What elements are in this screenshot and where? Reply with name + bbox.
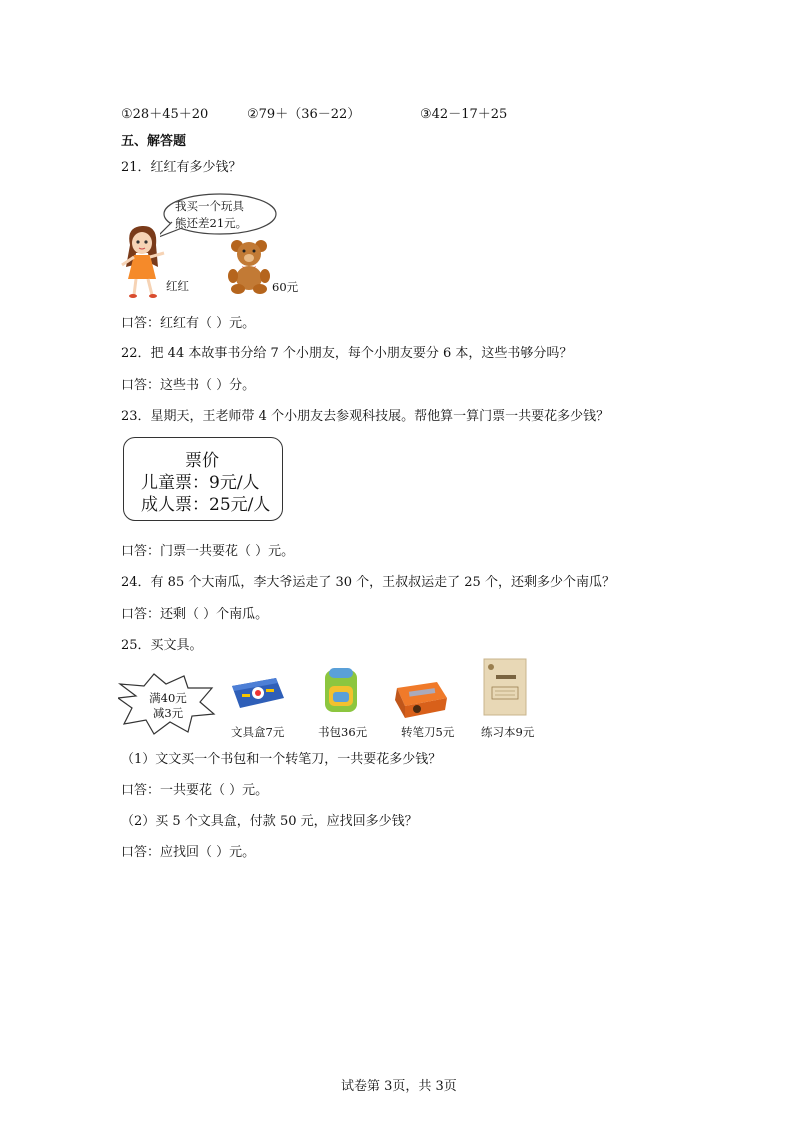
promo-line-2: 减3元	[152, 706, 184, 720]
pencil-sharpener-icon	[391, 676, 449, 720]
q24-question: 24．有 85 个大南瓜，李大爷运走了 30 个，王叔叔运走了 25 个，还剩多少个南瓜？	[121, 575, 615, 590]
bubble-line-1: 我买一个玩具	[175, 199, 244, 213]
item-label-sharpener: 转笔刀5元	[401, 725, 455, 739]
promo-line-1: 满40元	[149, 691, 187, 705]
calc-item-2: ②79＋（36－22）	[247, 107, 361, 122]
q21-question: 21．红红有多少钱？	[121, 160, 242, 175]
girl-illustration	[120, 223, 168, 299]
item-label-backpack: 书包36元	[318, 725, 368, 739]
price-box-title: 票价	[185, 451, 219, 471]
q25-sub2: （2）买 5 个文具盒，付款 50 元，应找回多少钱？	[121, 814, 418, 829]
bear-price: 60元	[272, 280, 299, 294]
q22-question: 22．把 44 本故事书分给 7 个小朋友，每个小朋友要分 6 本，这些书够分吗？	[121, 346, 573, 361]
ticket-price-box	[123, 437, 283, 521]
child-ticket-price: 儿童票：9元/人	[141, 473, 260, 493]
q24-answer: 口答：还剩（ ）个南瓜。	[121, 607, 269, 622]
teddy-bear-icon	[228, 238, 270, 294]
pencil-case-icon	[228, 676, 286, 710]
calc-item-3: ③42－17＋25	[420, 107, 508, 122]
q25-answer2: 口答：应找回（ ）元。	[121, 845, 256, 860]
q25-answer1: 口答：一共要花（ ）元。	[121, 783, 269, 798]
q21-answer: 口答：红红有（ ）元。	[121, 316, 256, 331]
calc-item-1: ①28＋45＋20	[121, 107, 209, 122]
page-footer: 试卷第 3页，共 3页	[341, 1079, 457, 1094]
item-label-pencil-case: 文具盒7元	[231, 725, 285, 739]
q25-question: 25．买文具。	[121, 638, 203, 653]
section-title: 五、解答题	[121, 134, 187, 149]
q22-answer: 口答：这些书（ ）分。	[121, 378, 256, 393]
q23-answer: 口答：门票一共要花（ ）元。	[121, 544, 295, 559]
backpack-icon	[321, 666, 361, 714]
q23-question: 23．星期天，王老师带 4 个小朋友去参观科技展。帮他算一算门票一共要花多少钱？	[121, 409, 610, 424]
q25-sub1: （1）文文买一个书包和一个转笔刀，一共要花多少钱？	[121, 752, 442, 767]
item-label-exercise-book: 练习本9元	[481, 725, 535, 739]
bubble-line-2: 熊还差21元。	[175, 216, 248, 230]
girl-label: 红红	[166, 279, 189, 293]
adult-ticket-price: 成人票：25元/人	[141, 495, 271, 515]
exercise-book-icon	[482, 657, 528, 717]
